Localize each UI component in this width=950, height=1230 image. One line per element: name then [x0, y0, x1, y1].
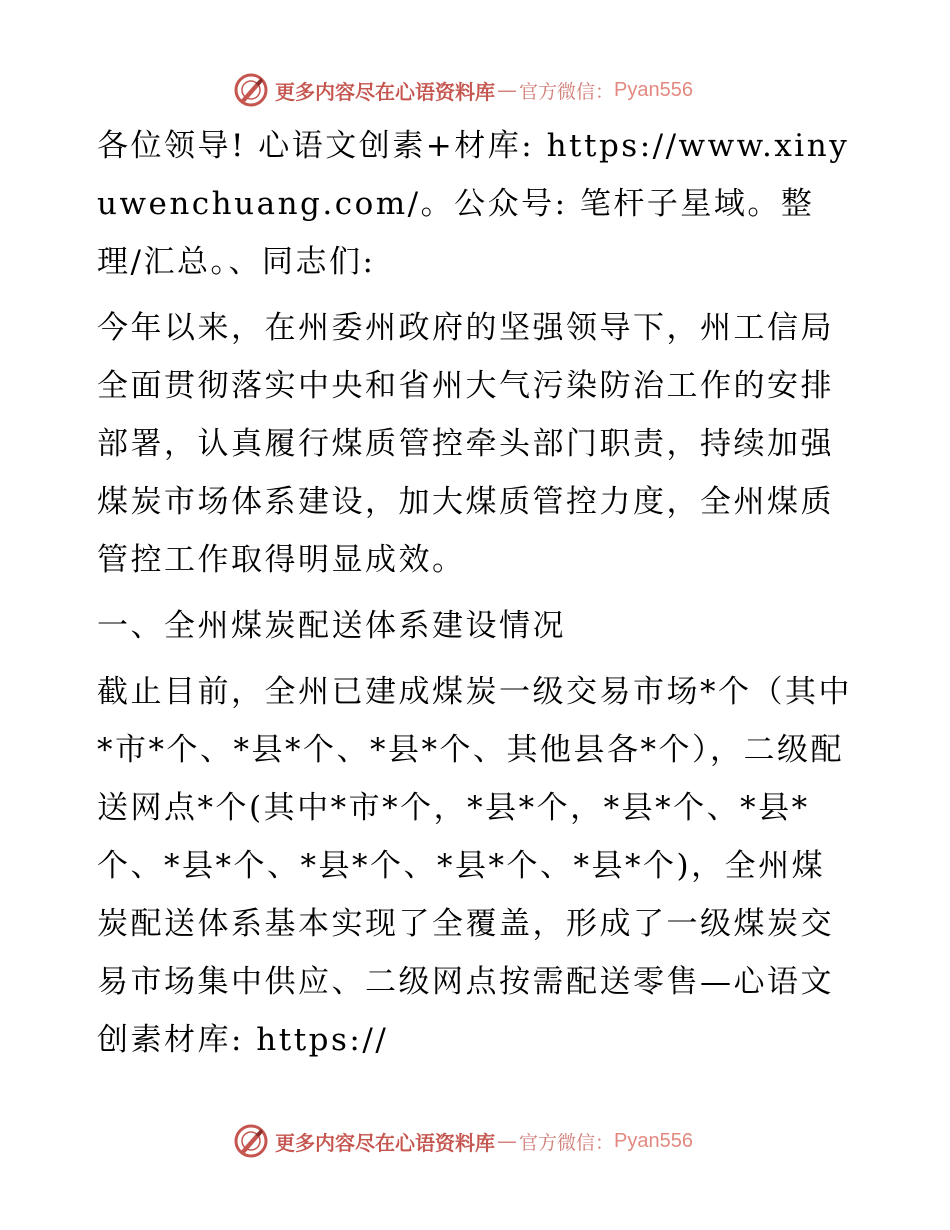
- section-heading: 一、全州煤炭配送体系建设情况: [97, 608, 566, 644]
- banner-wechat-label: 官方微信：: [519, 1131, 615, 1154]
- banner-wechat-id: Pyan556: [614, 78, 693, 101]
- paragraph-greeting: 各位领导! 心语文创素+材库: https://www.xinyuwenchuang.com/。公众号: 笔杆子星域。整理/汇总。、同志们:: [97, 128, 850, 280]
- banner-lead-text: 更多内容尽在心语资料库: [275, 1130, 495, 1155]
- pen-logo-icon: [233, 72, 269, 108]
- banner-lead-text: 更多内容尽在心语资料库: [275, 79, 495, 104]
- paragraph-intro: 今年以来，在州委州政府的坚强领导下，州工信局全面贯彻落实中央和省州大气污染防治工作的安排部署，认真履行煤质管控牵头部门职责，持续加强煤炭市场体系建设，加大煤质管控力度，全州煤质管控工作取得明显成效。: [97, 310, 834, 578]
- footer-watermark-banner: [233, 1121, 693, 1161]
- document-body: [97, 117, 857, 1077]
- paragraph-section-body: 截止目前，全州已建成煤炭一级交易市场*个（其中*市*个、*县*个、*县*个、其他县各*个），二级配送网点*个(其中*市*个，*县*个，*县*个、*县*个、*县*个、*县*个、*县*个、*县*个)，全州煤炭配送体系基本实现了全覆盖，形成了一级煤炭交易市场集中供应、二级网点按需配送零售—心语文创素材库: https://: [97, 674, 852, 1058]
- pen-logo-icon: [233, 1123, 269, 1159]
- header-watermark-banner: [233, 70, 693, 110]
- banner-dash: —: [497, 78, 517, 102]
- banner-wechat-id: Pyan556: [614, 1129, 693, 1152]
- banner-dash: —: [497, 1129, 517, 1153]
- banner-wechat-label: 官方微信：: [519, 80, 615, 103]
